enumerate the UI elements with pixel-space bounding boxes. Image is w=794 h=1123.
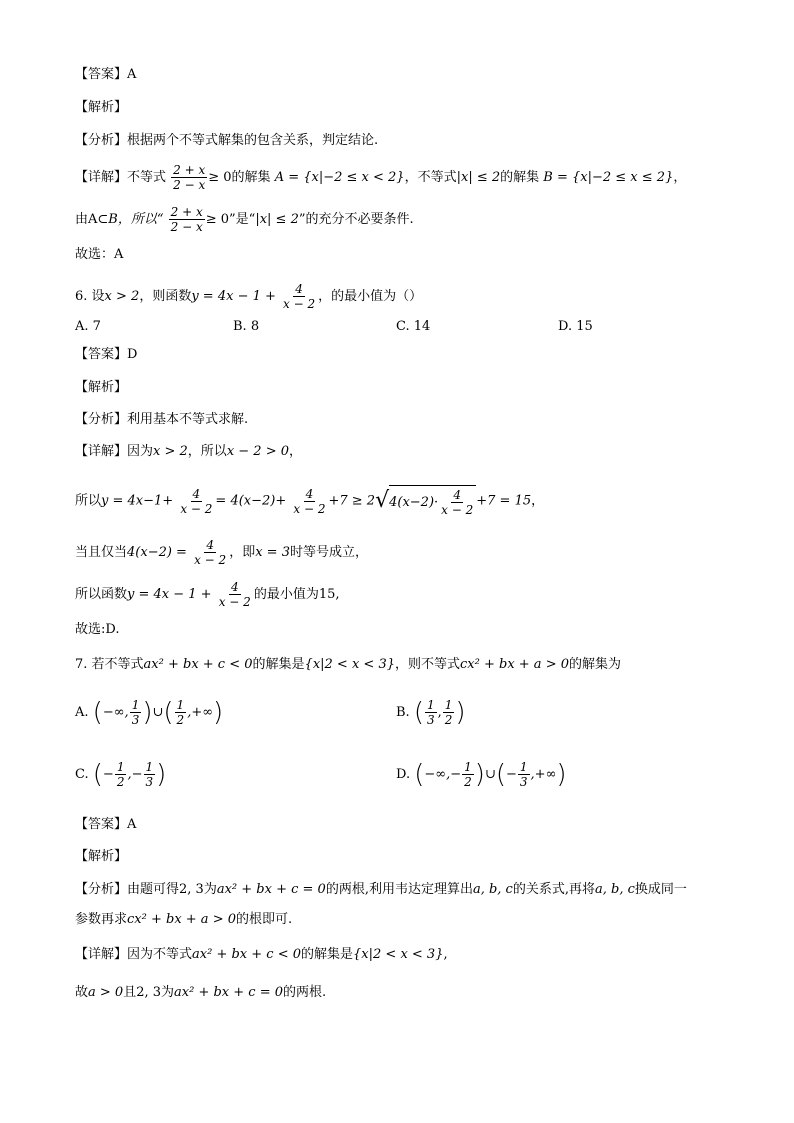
xiangjie-line-2 — [75, 485, 544, 517]
fraction — [462, 760, 474, 789]
text: 当且仅当 — [75, 545, 128, 560]
set-b: B = {x|−2 ≤ x ≤ 2} — [543, 170, 674, 185]
math: y = 4x − 1 + — [127, 587, 212, 602]
option-label: D. — [396, 767, 411, 782]
text: ”的充分不必要条件. — [298, 212, 414, 227]
denominator: x − 2 — [441, 503, 474, 517]
math: ,+∞ — [530, 767, 557, 782]
text: 且2, 3为 — [123, 985, 175, 1000]
math: ,− — [127, 767, 143, 782]
fraction — [439, 488, 475, 517]
fenxi-line-1 — [75, 880, 687, 900]
text: ，则不等式 — [395, 657, 461, 672]
option-label: A. — [75, 705, 89, 720]
denominator: 2 — [464, 775, 472, 789]
fenxi-line — [75, 410, 248, 430]
paren: ( — [413, 697, 424, 728]
paren: ( — [163, 697, 174, 728]
fraction — [518, 760, 530, 789]
math: x > 2 — [104, 289, 140, 304]
set-a: A = {x|−2 ≤ x < 2} — [274, 170, 405, 185]
text: 时等号成立， — [289, 545, 368, 560]
denominator: 2 − x — [170, 220, 203, 234]
answer-line-q5 — [75, 65, 136, 85]
text: 7. 若不等式 — [75, 657, 144, 672]
xiangjie-line-3 — [75, 538, 368, 567]
text: ≥ 0的解集 — [208, 170, 271, 185]
math: ax² + bx + c < 0 — [192, 947, 302, 962]
math: −∞, — [102, 705, 129, 720]
numerator: 1 — [464, 760, 472, 774]
answer-tag: 【答案】 — [75, 347, 128, 362]
paren: ) — [455, 697, 466, 728]
math: − — [506, 767, 517, 782]
answer-value: A — [127, 67, 137, 82]
math: a > 0 — [88, 985, 124, 1000]
xiangjie-line-4 — [75, 580, 340, 609]
sqrt-body — [389, 485, 476, 517]
math: y = 4x − 1 + — [191, 289, 276, 304]
q6-option-b: B. 8 — [233, 319, 260, 334]
text: 的解集是 — [252, 657, 305, 672]
text: ，不等式 — [404, 170, 457, 185]
denominator: 2 − x — [173, 178, 206, 192]
xiangjie-tag: 【详解】 — [75, 947, 128, 962]
numerator: 4 — [453, 488, 462, 502]
fraction — [130, 698, 142, 727]
paren: ( — [414, 759, 425, 790]
q7-option-b: B. ( $\frac{1}{3}$ , $\frac{1}{2}$ ) — [396, 697, 466, 728]
xiangjie-line-1 — [75, 945, 448, 965]
fenxi-line — [75, 131, 378, 151]
fraction — [171, 163, 207, 192]
answer-line-q6 — [75, 345, 137, 365]
fenxi-text: 利用基本不等式求解. — [127, 412, 249, 427]
text: ， — [531, 493, 545, 509]
fraction — [425, 698, 437, 727]
numerator: 4 — [295, 282, 303, 296]
text: ，则函数 — [139, 289, 192, 304]
text: B，所以“ — [108, 212, 164, 227]
numerator: 1 — [176, 698, 185, 712]
numerator: 1 — [131, 698, 140, 712]
text: 由A — [75, 212, 98, 227]
denominator: x − 2 — [218, 595, 251, 609]
xiangjie-tag: 【详解】 — [75, 170, 128, 185]
q6-option-d: D. 15 — [558, 319, 593, 334]
text: 因为不等式 — [127, 947, 193, 962]
math: y = 4x−1+ — [101, 493, 174, 509]
paren: ) — [156, 759, 167, 790]
numerator: 4 — [192, 486, 201, 501]
text: ，所以 — [187, 444, 227, 459]
xiangjie-tag: 【详解】 — [75, 444, 128, 459]
text: ≥ 0”是“ — [205, 212, 256, 227]
math: ax² + bx + c = 0 — [174, 985, 283, 1000]
abs-x: |x| ≤ 2 — [255, 212, 299, 227]
math: ax² + bx + c = 0 — [216, 882, 326, 897]
q7-option-a — [75, 698, 223, 727]
text: 所以函数 — [75, 587, 128, 602]
text: 的解集 — [500, 170, 540, 185]
denominator: x − 2 — [194, 553, 227, 567]
numerator: 1 — [426, 698, 435, 712]
xiangjie-line-2 — [75, 983, 326, 1003]
fraction — [178, 487, 214, 516]
text: ，的最小值为（） — [318, 289, 423, 304]
math: 4(x−2) = — [127, 545, 187, 560]
math: −∞,− — [424, 767, 462, 782]
paren: ) — [213, 697, 224, 728]
denominator: 3 — [131, 713, 140, 727]
fraction — [217, 580, 253, 609]
question-6-stem — [75, 282, 422, 311]
math: +7 = 15 — [476, 493, 532, 509]
q6-option-c: C. 14 — [396, 319, 431, 334]
denominator: 3 — [145, 775, 154, 789]
paren: ) — [474, 759, 485, 790]
numerator: 1 — [519, 760, 528, 774]
text: 因为 — [127, 444, 154, 459]
math: +7 ≥ 2 — [328, 493, 376, 509]
union-symbol: ∪ — [484, 767, 496, 782]
answer-tag: 【答案】 — [75, 817, 128, 832]
answer-line-q7 — [75, 815, 136, 835]
numerator: 4 — [305, 486, 314, 501]
math: x = 3 — [255, 545, 290, 560]
subset-symbol: ⊂ — [97, 212, 109, 227]
fraction — [169, 205, 205, 234]
jiexi-heading: 【解析】 — [75, 380, 128, 395]
fraction — [443, 698, 455, 727]
answer-tag: 【答案】 — [75, 67, 128, 82]
text: 由题可得2, 3为 — [127, 882, 217, 897]
math: 4(x−2)· — [389, 495, 439, 510]
answer-value: D — [127, 347, 138, 362]
paren: ) — [142, 697, 153, 728]
numerator: 1 — [145, 760, 154, 774]
text: 6. 设 — [75, 289, 105, 304]
guxuan-q5: 故选：A — [75, 247, 124, 262]
fraction — [115, 760, 127, 789]
math: a, b, c — [594, 882, 635, 897]
sqrt-sign: √ — [375, 488, 390, 513]
text: ，即 — [229, 545, 256, 560]
numerator: 2 + x — [170, 205, 203, 219]
xiangjie-line-1 — [75, 163, 686, 192]
text: ， — [673, 170, 687, 185]
fenxi-tag: 【分析】 — [75, 133, 128, 148]
fraction — [175, 698, 187, 727]
math: {x|2 < x < 3} — [353, 947, 444, 962]
fraction — [281, 282, 317, 311]
denominator: x − 2 — [180, 501, 213, 516]
abs-x: |x| ≤ 2 — [456, 170, 501, 185]
option-label: B. — [396, 705, 410, 720]
text: 的最小值为15, — [253, 587, 340, 602]
denominator: 2 — [444, 713, 453, 727]
text: 换成同一 — [634, 882, 687, 897]
numerator: 2 + x — [173, 163, 206, 177]
text: 的两根,利用韦达定理算出 — [325, 882, 473, 897]
fenxi-tag: 【分析】 — [75, 412, 128, 427]
union-symbol: ∪ — [152, 705, 164, 720]
math: {x|2 < x < 3} — [304, 657, 395, 672]
fenxi-tag: 【分析】 — [75, 882, 128, 897]
math: = 4(x−2)+ — [215, 493, 287, 509]
q7-option-d — [396, 760, 567, 789]
denominator: x − 2 — [293, 501, 326, 516]
answer-value: A — [127, 817, 137, 832]
denominator: x − 2 — [283, 297, 316, 311]
math: − — [102, 767, 114, 782]
numerator: 1 — [116, 760, 125, 774]
option-label: C. — [75, 767, 89, 782]
math: x − 2 > 0 — [226, 444, 290, 459]
q6-option-a: A. 7 — [75, 319, 101, 334]
text: 的关系式,再将 — [512, 882, 595, 897]
guxuan-q6: 故选:D. — [75, 622, 120, 637]
text: 的解集为 — [569, 657, 622, 672]
jiexi-heading: 【解析】 — [75, 849, 128, 864]
paren: ( — [92, 759, 103, 790]
math: cx² + bx + a > 0 — [460, 657, 569, 672]
text: , — [443, 947, 448, 962]
text: 的解集是 — [301, 947, 354, 962]
fraction — [144, 760, 156, 789]
text: 所以 — [75, 493, 102, 509]
text: 的根即可. — [236, 912, 293, 927]
denominator: 3 — [519, 775, 528, 789]
fenxi-text: 根据两个不等式解集的包含关系，判定结论. — [127, 133, 379, 148]
math: x > 2 — [153, 444, 188, 459]
math: ,+∞ — [187, 705, 214, 720]
numerator: 4 — [230, 580, 239, 594]
fenxi-line-2 — [75, 910, 292, 930]
text: 故 — [75, 985, 89, 1000]
fraction — [192, 538, 228, 567]
numerator: 4 — [206, 538, 214, 552]
text: 参数再求 — [75, 912, 128, 927]
paren: ( — [92, 697, 103, 728]
paren: ( — [495, 759, 506, 790]
fraction — [291, 487, 327, 516]
math: a, b, c — [472, 882, 513, 897]
text: 不等式 — [127, 170, 167, 185]
denominator: 2 — [176, 713, 185, 727]
math: ax² + bx + c < 0 — [143, 657, 253, 672]
xiangjie-line-2 — [75, 205, 414, 234]
text: 的两根. — [283, 985, 327, 1000]
text: ， — [289, 444, 303, 459]
math: cx² + bx + a > 0 — [127, 912, 236, 927]
question-7-stem — [75, 655, 621, 675]
q7-option-c — [75, 760, 166, 789]
paren: ) — [556, 759, 567, 790]
jiexi-heading: 【解析】 — [75, 100, 128, 115]
xiangjie-line-1 — [75, 442, 302, 462]
numerator: 1 — [444, 698, 453, 712]
denominator: 3 — [426, 713, 435, 727]
denominator: 2 — [116, 775, 125, 789]
